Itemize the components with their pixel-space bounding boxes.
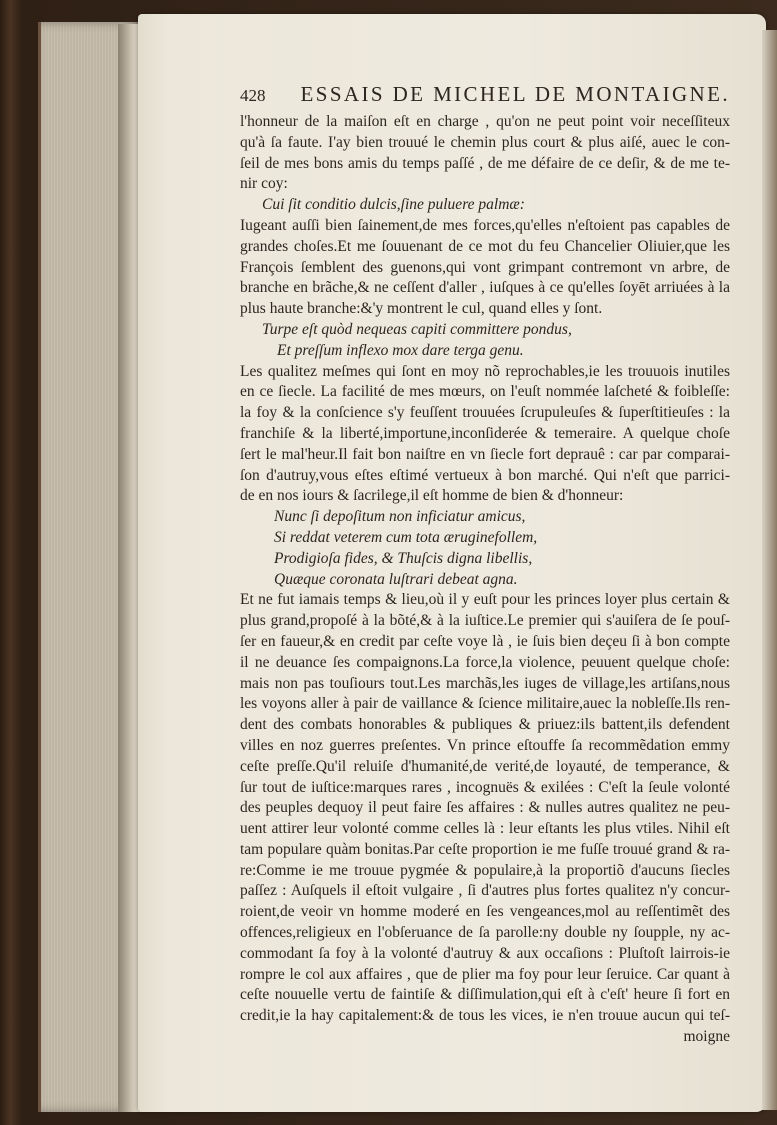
text-line: Prodigioſa fides, & Thuſcis digna libellis,	[274, 549, 533, 567]
text-line: roient,de veoir vn homme moderé en ſes vengeances,mol au reſſentimẽt des	[240, 903, 730, 921]
text-line: commodant ſa foy à la volonté d'autruy & aux occaſions : Pluſtoſt lairrois-ie	[240, 944, 730, 962]
text-line: franchiſe & la liberté,importune,inconſiderée & temeraire. A quelque choſe	[240, 424, 730, 442]
text-line: ſon d'autruy,vous eſtes eſtimé vertueux à bon marché. Qui n'eſt que parrici-	[240, 466, 730, 484]
text-line: Iugeant auſſi bien ſainement,de mes forces,qu'elles n'eſtoient pas capables de	[240, 216, 730, 234]
text-line: mais non pas touſiours tout.Les marchãs,les iuges de village,les artiſans,nous	[240, 674, 730, 692]
text-line: tam populare quàm bonitas.Par ceſte proportion ie me fuſſe trouué grand & ra-	[240, 840, 730, 858]
text-line: Turpe eſt quòd nequeas capiti committere pondus,	[262, 320, 572, 338]
text-line: la foy & la conſcience s'y feuſſent trouuées ſcrupuleuſes & ſuperſtitieuſes : la	[240, 404, 730, 422]
text-line: re:Comme ie me trouue pygmée & populaire,à la proportiõ d'aucuns ſiecles	[240, 861, 730, 879]
text-line: ceſte preſſe.Qu'il reluiſe d'humanité,de verité,de loyauté, de temperance, &	[240, 757, 730, 775]
text-line: de en nos iours & ſacrilege,il eſt homme de bien & d'honneur:	[240, 487, 624, 505]
text-line: rompre le col aux affaires , que de plier ma foy pour leur ſeruice. Car quant à	[240, 965, 730, 983]
text-line: uent attirer leur volonté comme celles là : leur eſtants les plus vtiles. Nihil eſt	[240, 820, 730, 838]
text-line: ſeil de mes bons amis du temps paſſé , de me défaire de ce deſir, & de me te-	[240, 154, 730, 172]
text-line: Quæque coronata luſtrari debeat agna.	[274, 570, 518, 588]
running-head: ESSAIS DE MICHEL DE MONTAIGNE.	[300, 82, 730, 106]
text-line: ſur tout de iuſtice:marques rares , incognuës & exilées : C'eſt la ſeule volonté	[240, 778, 730, 796]
page-text-block	[240, 80, 730, 1048]
text-line: Cui ſit conditio dulcis,ſine puluere palmæ:	[262, 196, 525, 214]
body-text	[240, 112, 730, 1027]
text-line: grandes choſes.Et me ſouuenant de ce mot du feu Chancelier Oliuier,que les	[240, 237, 730, 255]
text-line: plus haute branche:&'y montrent le cul, quand elles y ſont.	[240, 300, 603, 318]
text-line: ſert le mal'heur.Il fait bon naiſtre en vn ſiecle fort deprauê : car par comparai-	[240, 445, 730, 463]
right-page-edge	[762, 30, 777, 1110]
text-line: ſer en faueur,& en credit par ceſte voye là , ie ſuis bien deçeu ſi à bon compte	[240, 632, 730, 650]
text-line: nir coy:	[240, 175, 288, 193]
text-line: ceſte nouuelle vertu de faintiſe & diſſimulation,qui eſt à c'eſt' heure ſi fort en	[240, 986, 730, 1004]
text-line: dent des combats honorables & publiques & priuez:ils battent,ils defendent	[240, 716, 730, 734]
text-line: des peuples dequoy il peut faire ſes affaires : & nulles autres qualitez ne peu-	[240, 799, 730, 817]
text-line: Si reddat veterem cum tota æruginefollem,	[274, 528, 538, 546]
text-line: Nunc ſi depoſitum non inficiatur amicus,	[274, 508, 526, 526]
text-line: en ce ſiecle. La facilité de mes mœurs, on l'euſt nommée laſcheté & foibleſſe:	[240, 383, 730, 401]
text-line: Et ne fut iamais temps & lieu,où il y euſt pour les princes loyer plus certain &	[240, 591, 730, 609]
text-line: plus grand,propoſé à la bõté,& à la iuſtice.Le premier qui s'auiſera de ſe pouſ-	[240, 612, 730, 630]
text-line: Et preſſum inflexo mox dare terga genu.	[277, 341, 524, 359]
page-header	[240, 80, 730, 112]
text-line: branche en brãche,& ne ceſſent d'aller , iuſques à ce qu'elles ſoyēt arriuées à la	[240, 279, 730, 297]
page-number: 428	[240, 86, 266, 105]
text-line: les voyons aller à pair de vaillance & ſcience militaire,auec la nobleſſe.Ils ren-	[240, 695, 730, 713]
text-line: villes en noz guerres preſentes. Vn prince eſtouffe ſa recommẽdation emmy	[240, 736, 730, 754]
text-line: credit,ie la hay capitalement:& de tous les vices, ie n'en trouue aucun qui teſ-	[240, 1007, 730, 1025]
text-line: paſſez : Auſquels il eſtoit vulgaire , ſi d'autres plus fortes qualitez n'y concur-	[240, 882, 730, 900]
text-line: François ſemblent des guenons,qui vont grimpant contremont vn arbre, de	[240, 258, 730, 276]
text-line: l'honneur de la maiſon eſt en charge , qu'on ne peut point voir neceſſiteux	[240, 113, 730, 130]
text-line: offences,religieux en l'obſeruance de ſa parolle:ny double ny ſoupple, ny ac-	[240, 924, 730, 942]
text-line: Les qualitez meſmes qui ſont en moy nõ reprochables,ie les trouuois inutiles	[240, 362, 730, 380]
catchword: moigne	[683, 1028, 730, 1046]
text-line: il ne deuance ſes compaignons.La force,la violence, peuuent quelque choſe:	[240, 653, 730, 671]
text-line: qu'à ſa faute. I'ay bien trouué le chemin plus court & plus aiſé, auec le con-	[240, 133, 730, 151]
